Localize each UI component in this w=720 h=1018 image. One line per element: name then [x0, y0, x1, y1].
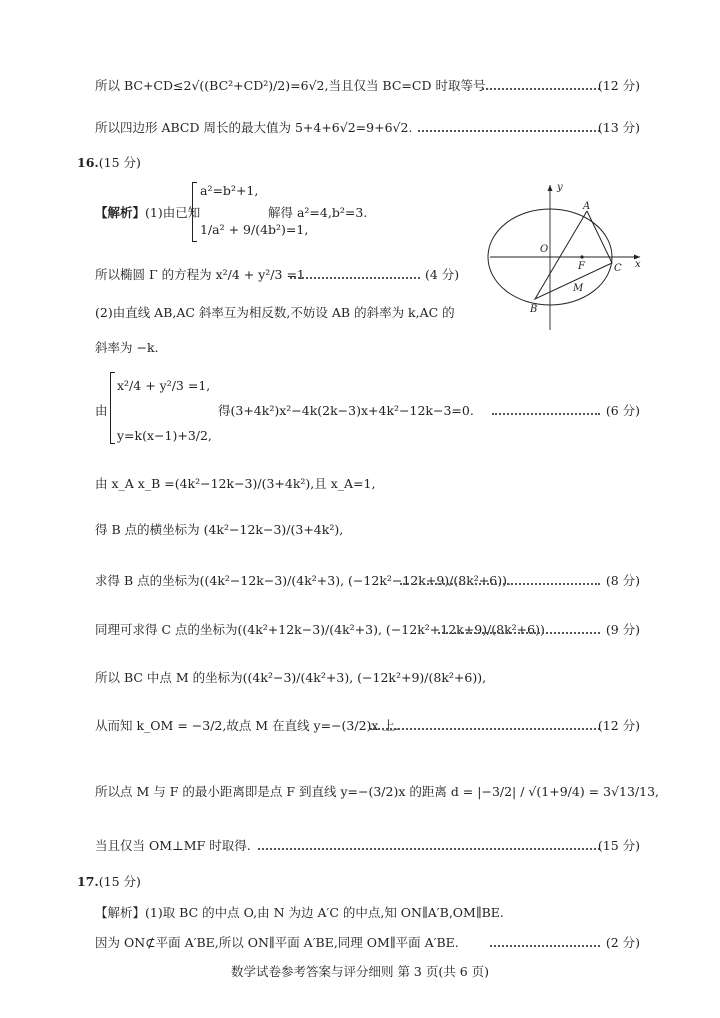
point-c-label: C [614, 263, 622, 274]
dot-leader [258, 848, 600, 850]
origin-label: O [540, 244, 549, 255]
score-12b: (12 分) [597, 718, 640, 733]
line-q17-parallel: 因为 ON⊄平面 A′BE,所以 ON∥平面 A′BE,同理 OM∥平面 A′BE. [95, 935, 459, 950]
question-16-header [77, 153, 141, 171]
point-m-label: M [573, 283, 584, 294]
x-axis-label: x [635, 259, 641, 270]
dot-leader [490, 945, 600, 947]
ellipse-figure [485, 180, 645, 330]
score-12: (12 分) [597, 78, 640, 93]
focus-f-point [580, 255, 583, 258]
question-score: (15 分) [98, 874, 141, 889]
line-equality-condition: 当且仅当 OM⊥MF 时取得. [95, 838, 251, 853]
line-b-abscissa: 得 B 点的横坐标为 (4k²−12k−3)/(3+4k²), [95, 522, 344, 537]
point-f-label: F [578, 261, 585, 272]
score-8: (8 分) [605, 573, 640, 588]
dot-leader [438, 632, 600, 634]
line-c-coords: 同理可求得 C 点的坐标为((4k²+12k−3)/(4k²+3), (−12k²+12k+9)/(8k²+6)). [95, 622, 549, 637]
question-number: 16. [77, 155, 99, 170]
y-axis-arrow [548, 185, 553, 191]
line-perimeter-max: 所以四边形 ABCD 周长的最大值为 5+4+6√2=9+6√2. [95, 120, 413, 135]
line-b-coords: 求得 B 点的坐标为((4k²−12k−3)/(4k²+3), (−12k²−12k+9)/(8k²+6)). [95, 573, 511, 588]
quadratic-equation: 得(3+4k²)x²−4k(2k−3)x+4k²−12k−3=0. [218, 403, 474, 418]
question-number: 17. [77, 874, 99, 889]
line-max-bc-cd: 所以 BC+CD≤2√((BC²+CD²)/2)=6√2,当且仅当 BC=CD 时取等号. [95, 78, 490, 93]
score-15: (15 分) [597, 838, 640, 853]
part-1-intro: (1)由已知 [145, 205, 201, 220]
dot-leader [290, 277, 420, 279]
system-eq-1: a²=b²+1, [200, 183, 259, 198]
score-6: (6 分) [605, 403, 640, 418]
score-4: (4 分) [425, 267, 460, 282]
point-b-label: B [530, 304, 538, 315]
dot-leader [400, 583, 600, 585]
line-ellipse-equation: 所以椭圆 Γ 的方程为 x²/4 + y²/3 =1. [95, 267, 309, 282]
question-score: (15 分) [98, 155, 141, 170]
dot-leader [418, 130, 600, 132]
system2-eq-2: y=k(x−1)+3/2, [117, 428, 212, 443]
point-a-label: A [583, 201, 591, 212]
system2-you: 由 [95, 403, 108, 418]
line-min-distance: 所以点 M 与 F 的最小距离即是点 F 到直线 y=−(3/2)x 的距离 d = |−3/2| / √(1+9/4) = 3√13/13, [95, 784, 660, 799]
score-13: (13 分) [597, 120, 640, 135]
line-vieta: 由 x_A x_B =(4k²−12k−3)/(3+4k²),且 x_A=1, [95, 476, 376, 491]
question-17-header [77, 872, 141, 890]
line-q17-midpoint: 【解析】(1)取 BC 的中点 O,由 N 为边 A′C 的中点,知 ON∥A′B,OM∥BE. [95, 905, 504, 920]
dot-leader [482, 88, 600, 90]
system2-eq-1: x²/4 + y²/3 =1, [117, 378, 211, 393]
page-footer: 数学试卷参考答案与评分细则 第 3 页(共 6 页) [230, 964, 490, 979]
dot-leader [492, 413, 600, 415]
system2-brace [110, 372, 115, 444]
solution-tag: 【解析】 [95, 205, 146, 220]
system-solution: 解得 a²=4,b²=3. [268, 205, 368, 220]
dot-leader [370, 728, 600, 730]
line-m-coords: 所以 BC 中点 M 的坐标为((4k²−3)/(4k²+3), (−12k²+9)/(8k²+6)), [95, 670, 487, 685]
system-eq-2: 1/a² + 9/(4b²)=1, [200, 222, 309, 237]
y-axis-label: y [557, 182, 563, 193]
score-2: (2 分) [605, 935, 640, 950]
system-brace [192, 182, 197, 242]
line-slope-neg-k: 斜率为 −k. [95, 340, 159, 355]
line-part-2-setup: (2)由直线 AB,AC 斜率互为相反数,不妨设 AB 的斜率为 k,AC 的 [95, 305, 455, 320]
line-k-om: 从而知 k_OM = −3/2,故点 M 在直线 y=−(3/2)x 上. [95, 718, 399, 733]
solution-part-1 [95, 205, 200, 221]
score-9: (9 分) [605, 622, 640, 637]
